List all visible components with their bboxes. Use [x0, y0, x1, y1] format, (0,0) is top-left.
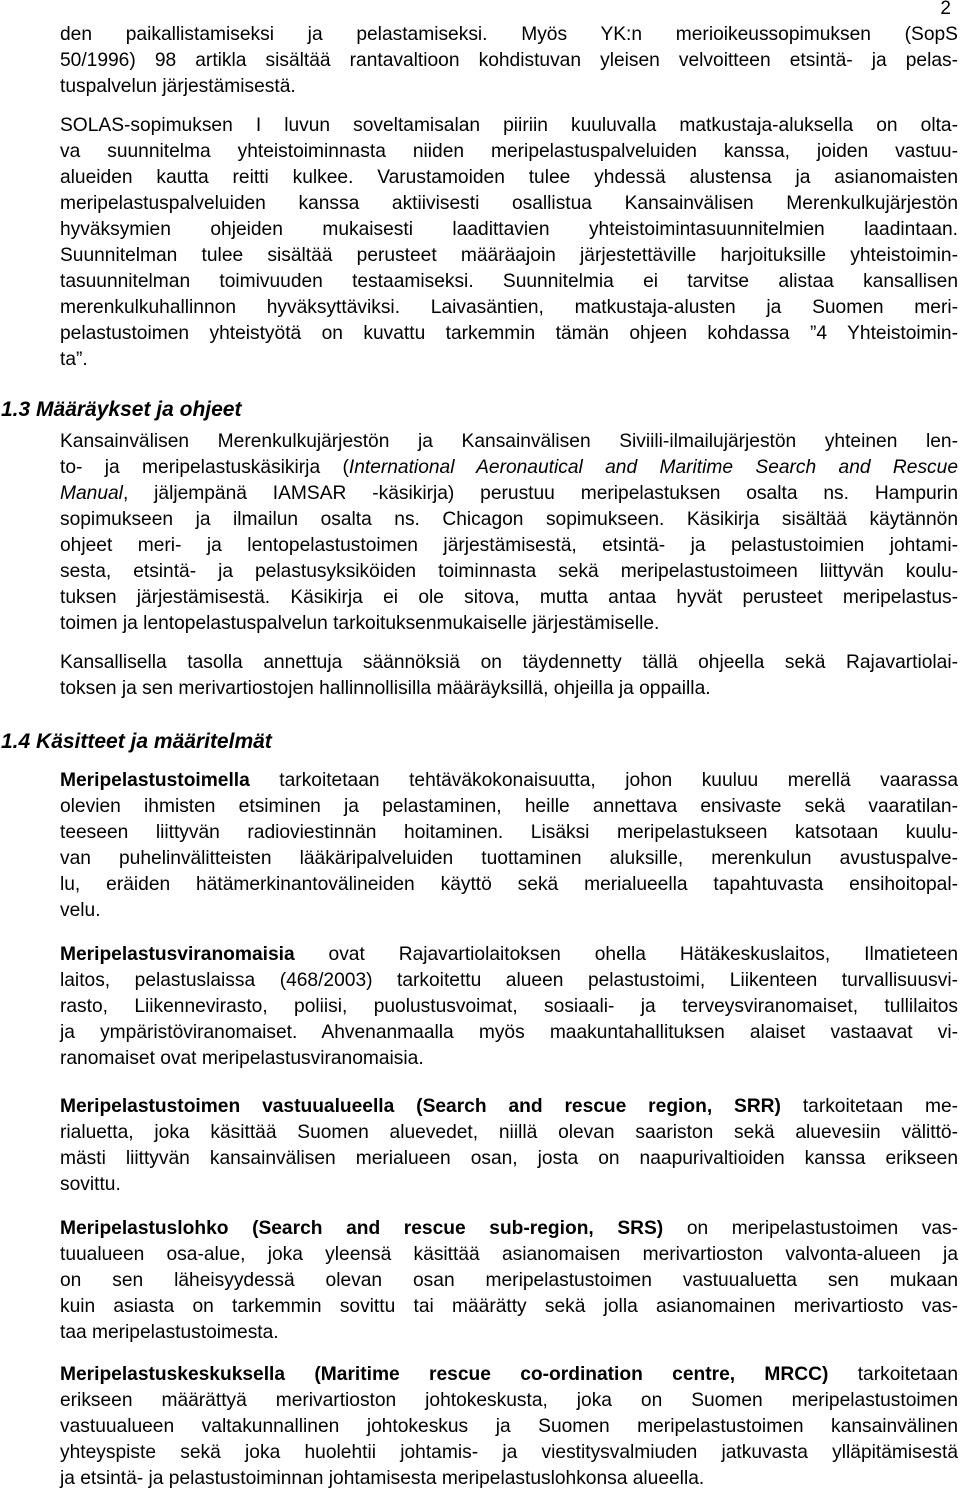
text-line: va suunnitelma yhteistoiminnasta niiden meripelastuspalveluiden kanssa, joiden vastuu- [60, 141, 958, 162]
section-1-3-paragraph-1 [60, 429, 958, 637]
text-line: lu, eräiden hätämerkinantovälineiden käyttö sekä merialueella tapahtuvasta ensihoitopal- [60, 874, 958, 895]
text-line [60, 1094, 958, 1120]
text-line: Suunnitelman tulee sisältää perusteet määräajoin järjestettäville harjoituksille yhteistoimin- [60, 245, 958, 266]
text-line: olevien ihmisten etsiminen ja pelastaminen, heille annettava ensivaste sekä vaaratilan- [60, 796, 958, 817]
defined-term: Meripelastuslohko (Search and rescue sub-region, SRS) [60, 1218, 664, 1239]
text-line: merenkulkuhallinnon hyväksyttäviksi. Laivasäntien, matkustaja-alusten ja Suomen meri- [60, 297, 958, 318]
text-line: ohjeet meri- ja lentopelastustoimen järjestämisestä, etsintä- ja pelastustoimien johtami- [60, 535, 958, 556]
text-line: alueiden kautta reitti kulkee. Varustamoiden tulee yhdessä alustensa ja asianomaisten [60, 167, 958, 188]
text-line: Kansallisella tasolla annettuja säännöksiä on täydennetty tällä ohjeella sekä Rajavartiolai- [60, 652, 958, 673]
text-line [60, 481, 958, 507]
text-line: kuin asiasta on tarkemmin sovittu tai määrätty sekä jolla asianomainen merivartiosto vas- [60, 1296, 958, 1317]
text-fragment: , jäljempänä IAMSAR -käsikirja) perustuu meripelastuksen osalta ns. Hampurin [122, 483, 958, 504]
text-fragment: tarkoitetaan [828, 1364, 958, 1385]
text-line: meripelastuspalveluiden kanssa aktiivisesti osallistua Kansainvälisen Merenkulkujärjestön [60, 193, 958, 214]
text-line: 50/1996) 98 artikla sisältää rantavaltioon kohdistuvan yleisen velvoitteen etsintä- ja pelas- [60, 50, 958, 71]
text-line: mästi liittyvän kansainvälisen merialueen osan, josta on naapurivaltioiden kanssa erikseen [60, 1148, 958, 1169]
definition-meripelastuskeskus-mrcc [60, 1362, 958, 1492]
solas-paragraph [60, 113, 958, 373]
definition-vastuualue-srr [60, 1094, 958, 1198]
text-line: velu. [60, 900, 101, 921]
text-line: sesta, etsintä- ja pelastusyksiköiden toiminnasta sekä meripelastustoimeen liittyvän koulu- [60, 561, 958, 582]
text-fragment: on meripelastustoimen vas- [663, 1218, 958, 1239]
text-line: rialuetta, joka käsittää Suomen aluevedet, niillä olevan saariston sekä aluevesiin välittö- [60, 1122, 958, 1143]
text-line: ja ympäristöviranomaiset. Ahvenanmaalla myös maakuntahallituksen alaiset vastaavat vi- [60, 1022, 958, 1043]
definition-meripelastustoimi [60, 768, 958, 924]
text-line: tuualueen osa-alue, joka yleensä käsittää asianomaisen merivartioston valvonta-alueen ja [60, 1244, 958, 1265]
text-line: van puhelinvälitteisten lääkäripalveluiden tuottaminen aluksille, merenkulun avustuspalve- [60, 848, 958, 869]
text-line: tuksen järjestämisestä. Käsikirja ei ole sitova, mutta antaa hyvät perusteet meripelastus- [60, 587, 958, 608]
text-line [60, 1362, 958, 1388]
definition-meripelastusviranomaiset [60, 942, 958, 1072]
section-1-3-paragraph-2 [60, 650, 958, 702]
text-line: vastuualueen valtakunnallinen johtokeskus ja Suomen meripelastustoimen kansainvälinen [60, 1416, 958, 1437]
text-line [60, 1216, 958, 1242]
text-line [60, 768, 958, 794]
text-line: sovittu. [60, 1174, 121, 1195]
text-line: ta”. [60, 349, 88, 370]
text-line: den paikallistamiseksi ja pelastamiseksi. Myös YK:n merioikeussopimuksen (SopS [60, 24, 958, 45]
text-line: teeseen liittyvän radioviestinnän hoitaminen. Lisäksi meripelastukseen katsotaan kuulu- [60, 822, 958, 843]
text-line [60, 942, 958, 968]
text-fragment: ovat Rajavartiolaitoksen ohella Hätäkeskuslaitos, Ilmatieteen [294, 944, 958, 965]
text-fragment: tarkoitetaan tehtäväkokonaisuutta, johon kuuluu merellä vaarassa [249, 770, 958, 791]
text-line: ja etsintä- ja pelastustoiminnan johtamisesta meripelastuslohkonsa alueella. [60, 1468, 705, 1489]
defined-term: Meripelastustoimella [60, 770, 250, 791]
text-line: toimen ja lentopelastuspalvelun tarkoituksenmukaiselle järjestämiselle. [60, 613, 660, 634]
defined-term: Meripelastustoimen vastuualueella (Search and rescue region, SRR) [60, 1096, 781, 1117]
italic-title: Manual [60, 483, 123, 504]
text-line [60, 455, 958, 481]
text-fragment: to- ja meripelastuskäsikirja ( [60, 457, 349, 478]
text-line: hyväksymien ohjeiden mukaisesti laadittavien yhteistoimintasuunnitelmien laadintaan. [60, 219, 958, 240]
text-line: laitos, pelastuslaissa (468/2003) tarkoitettu alueen pelastustoimi, Liikenteen turvallisuusvi- [60, 970, 958, 991]
text-line: sopimukseen ja ilmailun osalta ns. Chicagon sopimukseen. Käsikirja sisältää käytännön [60, 509, 958, 530]
defined-term: Meripelastusviranomaisia [60, 944, 295, 965]
intro-paragraph [60, 22, 958, 100]
defined-term: Meripelastuskeskuksella (Maritime rescue co-ordination centre, MRCC) [60, 1364, 829, 1385]
text-line: toksen ja sen merivartiostojen hallinnollisilla määräyksillä, ohjeilla ja oppailla. [60, 678, 711, 699]
text-fragment: tarkoitetaan me- [780, 1096, 958, 1117]
text-line: Kansainvälisen Merenkulkujärjestön ja Kansainvälisen Siviili-ilmailujärjestön yhteinen len- [60, 431, 958, 452]
text-line: on sen läheisyydessä olevan osan meripelastustoimen vastuualuetta sen mukaan [60, 1270, 958, 1291]
text-line: tasuunnitelman toimivuuden testaamiseksi. Suunnitelmia ei tarvitse alistaa kansallisen [60, 271, 958, 292]
text-line: taa meripelastustoimesta. [60, 1322, 279, 1343]
section-heading-1-4: 1.4 Käsitteet ja määritelmät [1, 730, 272, 753]
text-line: pelastustoimen yhteistyötä on kuvattu tarkemmin tämän ohjeen kohdassa ”4 Yhteistoimin- [60, 323, 958, 344]
text-line: ranomaiset ovat meripelastusviranomaisia. [60, 1048, 424, 1069]
text-line: yhteyspiste sekä joka huolehtii johtamis- ja viestitysvalmiuden jatkuvasta ylläpitämisestä [60, 1442, 958, 1463]
definition-meripelastuslohko-srs [60, 1216, 958, 1346]
text-line: tuspalvelun järjestämisestä. [60, 76, 296, 97]
text-line: rasto, Liikennevirasto, poliisi, puolustusvoimat, sosiaali- ja terveysviranomaiset, tullilaitos [60, 996, 958, 1017]
text-line: erikseen määrättyä merivartioston johtokeskusta, joka on Suomen meripelastustoimen [60, 1390, 958, 1411]
section-heading-1-3: 1.3 Määräykset ja ohjeet [1, 398, 242, 421]
text-line: SOLAS-sopimuksen I luvun soveltamisalan piiriin kuuluvalla matkustaja-aluksella on olta- [60, 115, 958, 136]
italic-title: International Aeronautical and Maritime Search and Rescue [348, 457, 958, 478]
page-number: 2 [940, 0, 951, 19]
